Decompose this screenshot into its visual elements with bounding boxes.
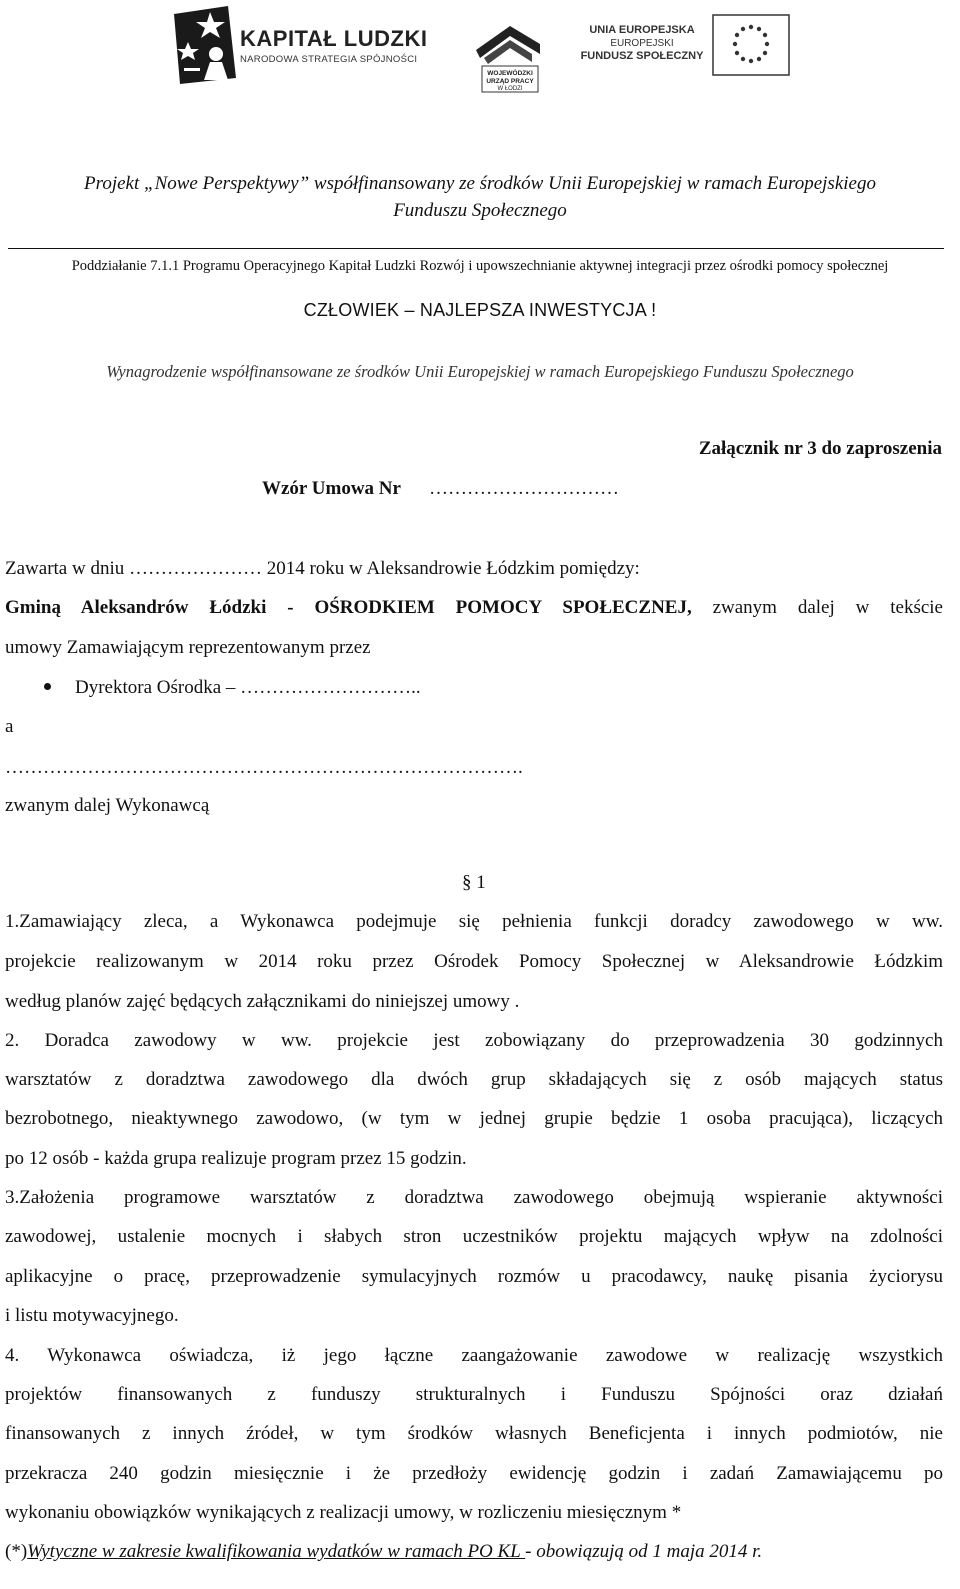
document-title-text: Wzór Umowa Nr <box>262 478 401 499</box>
logo-bar <box>0 0 960 110</box>
subaction-line: Poddziałanie 7.1.1 Programu Operacyjnego Kapitał Ludzki Rozwój i upowszechnianie aktywnej integracji przez ośrodki pomocy społecznej <box>71 258 889 274</box>
header-divider <box>8 248 944 249</box>
kapital-ludzki-logo-icon <box>170 4 242 86</box>
p3-line-4: i listu motywacyjnego. <box>5 1305 179 1326</box>
contractor-dots: ………………………………………………………………………. <box>5 757 523 778</box>
p2-line-2: warsztatów z doradztwa zawodowego dla dwóch grup składających się z osób mających status <box>5 1069 943 1090</box>
p1-line-2: projekcie realizowanym w 2014 roku przez Ośrodek Pomocy Społecznej w Aleksandrowie Łódzkim <box>5 951 943 972</box>
eu-wordmark <box>578 24 706 63</box>
p4-line-1: 4. Wykonawca oświadcza, iż jego łączne zaangażowanie zawodowe w realizację wszystkich <box>5 1345 943 1366</box>
footnote-marker: (*) <box>5 1541 28 1562</box>
slogan: CZŁOWIEK – NAJLEPSZA INWESTYCJA ! <box>303 300 657 320</box>
funding-note: Wynagrodzenie współfinansowane ze środków Unii Europejskiej w ramach Europejskiego Funduszu Społecznego <box>106 362 854 381</box>
p4-line-3: finansowanych z innych źródeł, w tym środków własnych Beneficjenta i innych podmiotów, nie <box>5 1423 943 1444</box>
p3-line-2: zawodowej, ustalenie mocnych i słabych stron uczestników projektu mających wpływ na zdolności <box>5 1226 943 1247</box>
project-line-1: Projekt „Nowe Perspektywy” współfinansowany ze środków Unii Europejskiej w ramach Europejskiego <box>84 173 876 194</box>
kapital-ludzki-wordmark <box>240 26 427 65</box>
p3-line-3: aplikacyjne o pracę, przeprowadzenie symulacyjnych rozmów u pracodawcy, naukę pisania życiorysu <box>5 1266 943 1287</box>
party-rest: zwanym dalej w tekście <box>691 597 943 618</box>
contractor-label: zwanym dalej Wykonawcą <box>5 795 210 816</box>
ue-line1: UNIA EUROPEJSKA <box>589 24 695 36</box>
bullet-icon <box>44 683 51 690</box>
concluded-line: Zawarta w dniu ………………… 2014 roku w Aleksandrowie Łódzkim pomiędzy: <box>5 558 640 579</box>
kapital-ludzki-title: KAPITAŁ LUDZKI <box>240 26 428 51</box>
project-header <box>0 170 960 224</box>
party-name: Gminą Aleksandrów Łódzki - OŚRODKIEM POMOCY SPOŁECZNEJ, <box>5 597 692 618</box>
p2-line-3: bezrobotnego, nieaktywnego zawodowo, (w tym w jednej grupie będzie 1 osoba pracująca), liczących <box>5 1108 943 1129</box>
p3-line-1: 3.Założenia programowe warsztatów z doradztwa zawodowego obejmują wspieranie aktywności <box>5 1187 943 1208</box>
document-number-dots: ………………………… <box>428 478 619 499</box>
p4-line-2: projektów finansowanych z funduszy strukturalnych i Funduszu Spójności oraz działań <box>5 1384 943 1405</box>
director-text: Dyrektora Ośrodka – ……………………….. <box>75 677 421 698</box>
eu-flag-icon <box>712 14 790 76</box>
wup-line2: URZĄD PRACY <box>486 78 534 85</box>
party-line <box>5 597 943 619</box>
and-line: a <box>5 716 14 737</box>
p2-line-4: po 12 osób - każda grupa realizuje program przez 15 godzin. <box>5 1148 467 1169</box>
p1-line-1: 1.Zamawiający zleca, a Wykonawca podejmuje się pełnienia funkcji doradcy zawodowego w ww. <box>5 911 943 932</box>
footnote-rest: - obowiązują od 1 maja 2014 r. <box>525 1541 763 1562</box>
section-heading: § 1 <box>462 872 486 893</box>
director-list-item <box>44 677 421 699</box>
p2-line-1: 2. Doradca zawodowy w ww. projekcie jest zobowiązany do przeprowadzenia 30 godzinnych <box>5 1030 943 1051</box>
attachment-label: Załącznik nr 3 do zaproszenia <box>698 438 942 459</box>
footnote <box>5 1541 762 1563</box>
p1-line-3: według planów zajęć będących załącznikami do niniejszej umowy . <box>5 991 520 1012</box>
p4-line-5: wykonaniu obowiązków wynikających z realizacji umowy, w rozliczeniu miesięcznym * <box>5 1502 682 1523</box>
wup-lodz-logo-icon <box>470 20 550 96</box>
guidelines-link[interactable]: Wytyczne w zakresie kwalifikowania wydatków w ramach PO KL <box>27 1541 526 1562</box>
document-title <box>262 478 619 500</box>
ue-line3: FUNDUSZ SPOŁECZNY <box>580 50 704 62</box>
wup-line1: WOJEWÓDZKI <box>487 70 533 77</box>
p4-line-4: przekracza 240 godzin miesięcznie i że przedłoży ewidencję godzin i zadań Zamawiającemu po <box>5 1463 943 1484</box>
project-line-2: Funduszu Społecznego <box>393 200 567 221</box>
party-line-2: umowy Zamawiającym reprezentowanym przez <box>5 637 371 658</box>
ue-line2: EUROPEJSKI <box>610 38 674 49</box>
wup-line3: W ŁODZI <box>497 86 523 92</box>
kapital-ludzki-subtitle: NARODOWA STRATEGIA SPÓJNOŚCI <box>240 54 418 65</box>
